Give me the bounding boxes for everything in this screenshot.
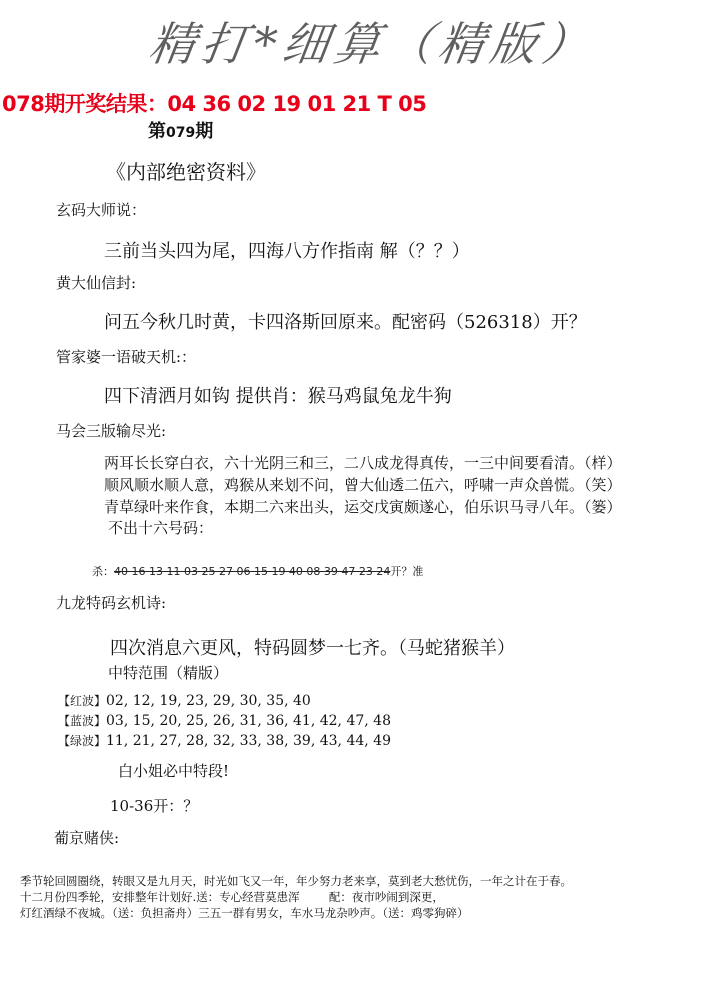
draw-result: 078期开奖结果：04 36 02 19 01 21 T 05 [2, 92, 427, 116]
section-text-guanjiapo: 四下清洒月如钩 提供肖：猴马鸡鼠兔龙牛狗 [104, 386, 452, 407]
color-row-green [58, 732, 391, 749]
section-label-guanjiapo: 管家婆一语破天机:： [56, 348, 197, 366]
poem-line: 两耳长长穿白衣，六十光阴三和三，二八成龙得真传，一三中间要看清。（样） [104, 454, 622, 472]
period-number [148, 117, 213, 143]
nine-dragon-label: 九龙特码玄机诗: [56, 594, 167, 612]
kill-suffix: 开？准 [390, 565, 424, 578]
gambler-label: 葡京赌侠: [54, 829, 120, 847]
color-row-red [58, 692, 311, 709]
kill-line [92, 563, 423, 579]
kill-numbers: 40 16 13 11 03 25 27 06 15 19 40 08 39 47 23 24 [114, 565, 391, 578]
footer-line: 灯红酒绿不夜城。（送：负担斋舟）三五一群有男女，车水马龙杂吵声。（送：鸡零狗碎） [20, 906, 469, 920]
color-tag: 【蓝波】 [58, 714, 107, 728]
color-tag: 【绿波】 [58, 734, 107, 748]
color-numbers: 11, 21, 27, 28, 32, 33, 38, 39, 43, 44, 49 [106, 733, 391, 749]
footer-line: 十二月份四季轮，安排整年计划好.送：专心经营莫患浑 配：夜市吵闹到深更， [20, 890, 444, 904]
not-out-label: 不出十六号码： [108, 519, 214, 537]
section-label-xuanma: 玄码大师说： [56, 201, 147, 219]
section-label-mahui: 马会三版输尽光: [56, 422, 167, 440]
poem-block [104, 452, 622, 518]
color-numbers: 03, 15, 20, 25, 26, 31, 36, 41, 42, 47, 48 [106, 713, 391, 729]
period-prefix: 第 [148, 121, 166, 142]
period-digits: 079 [166, 125, 196, 141]
header-banner: 精打*细算（精版） [145, 17, 599, 71]
range-title: 中特范围（精版） [108, 664, 229, 682]
section-text-huangdaxian: 问五今秋几时黄，卡四洛斯回原来。配密码（526318）开？ [104, 312, 587, 333]
poem-line: 青草绿叶来作食，本期二六来出头，运交戊寅颇遂心，伯乐识马寻八年。（篓） [104, 498, 622, 516]
section-label-huangdaxian: 黄大仙信封: [56, 274, 137, 292]
doc-title: 《内部绝密资料》 [106, 160, 266, 184]
color-row-blue [58, 712, 391, 729]
range-open-line: 10-36开：？ [110, 797, 199, 815]
period-suffix: 期 [195, 121, 214, 142]
section-text-xuanma: 三前当头四为尾，四海八方作指南 解（？？） [104, 241, 470, 262]
footer-block [20, 873, 572, 921]
kill-prefix: 杀： [92, 565, 114, 578]
color-numbers: 02, 12, 19, 23, 29, 30, 35, 40 [106, 693, 311, 709]
nine-dragon-text: 四次消息六更风，特码圆梦一七齐。（马蛇猪猴羊） [110, 638, 515, 659]
color-tag: 【红波】 [58, 694, 107, 708]
footer-line: 季节轮回圆圈绕，转眼又是九月天，时光如飞又一年，年少努力老来享，莫到老大愁忧伤，一年之计在于春。 [20, 874, 572, 888]
baixiaojie-line: 白小姐必中特段! [118, 762, 230, 780]
poem-line: 顺风顺水顺人意，鸡猴从来划不问，曾大仙透二伍六，呼啸一声众兽慌。（笑） [104, 476, 622, 494]
